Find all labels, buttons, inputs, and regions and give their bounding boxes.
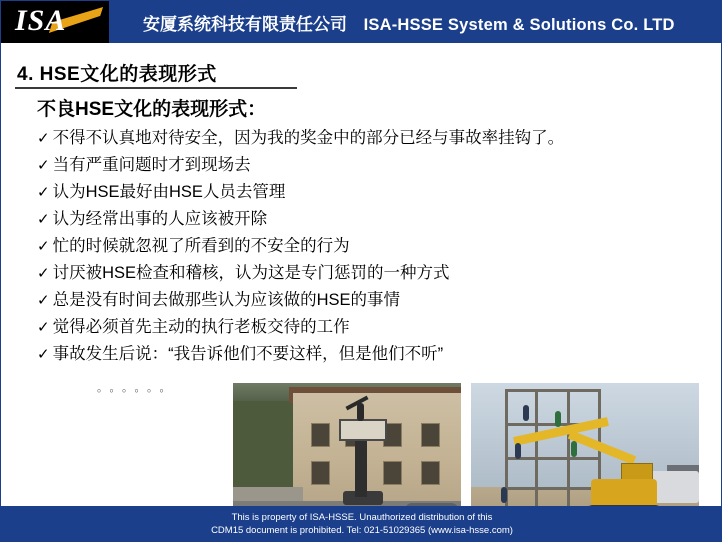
list-item xyxy=(37,314,703,341)
footer-line-2: CDM15 document is prohibited. Tel: 021-51029365 (www.isa-hsse.com) xyxy=(211,525,513,536)
photo-lift-mast xyxy=(355,435,367,497)
photo-worker xyxy=(571,441,577,457)
header-company-name-en: ISA-HSSE System & Solutions Co. LTD xyxy=(363,15,675,34)
bullet-list xyxy=(37,125,703,368)
list-item-label: 认为经常出事的人应该被开除 xyxy=(52,210,268,228)
check-icon: ✓ xyxy=(37,346,50,363)
title-underline xyxy=(15,87,297,89)
photo-worker xyxy=(555,411,561,427)
list-item xyxy=(37,260,703,287)
continuation-dots: 。。。。。。 xyxy=(97,382,178,394)
list-item xyxy=(37,125,703,152)
list-item xyxy=(37,206,703,233)
slide-body xyxy=(1,43,722,542)
photo-worker xyxy=(515,443,521,459)
page-title: 4. HSE文化的表现形式 xyxy=(17,64,217,85)
list-item-label: 当有严重问题时才到现场去 xyxy=(52,156,251,174)
photo-grass xyxy=(233,401,295,497)
photo-window xyxy=(383,461,402,485)
list-item-label: 觉得必须首先主动的执行老板交待的工作 xyxy=(52,318,350,336)
check-icon: ✓ xyxy=(37,292,50,309)
header-company-name-cn: 安厦系统科技有限责任公司 xyxy=(143,14,347,34)
list-item xyxy=(37,152,703,179)
check-icon: ✓ xyxy=(37,184,50,201)
check-icon: ✓ xyxy=(37,130,50,147)
list-item-label: 忙的时候就忽视了所看到的不安全的行为 xyxy=(52,237,350,255)
check-icon: ✓ xyxy=(37,265,50,282)
photo-worker xyxy=(501,487,507,503)
photo-scaffold-rail xyxy=(505,487,601,490)
list-item xyxy=(37,179,703,206)
logo-text: ISA xyxy=(15,4,67,37)
slide-header xyxy=(1,1,722,43)
list-item xyxy=(37,233,703,260)
photo-window xyxy=(421,423,440,447)
photo-window xyxy=(311,461,330,485)
photo-lift-cage xyxy=(339,419,387,441)
section-subtitle: 不良HSE文化的表现形式： xyxy=(37,99,267,120)
list-item-label: 讨厌被HSE检查和稽核，认为这是专门惩罚的一种方式 xyxy=(52,264,450,282)
list-item xyxy=(37,287,703,314)
check-icon: ✓ xyxy=(37,319,50,336)
list-item xyxy=(37,341,703,368)
photo-worker xyxy=(523,405,529,421)
list-item-label: 认为HSE最好由HSE人员去管理 xyxy=(52,183,286,201)
photo-scaffold-post xyxy=(567,389,570,509)
photo-window xyxy=(421,461,440,485)
photo-window xyxy=(311,423,330,447)
photo-excavator-body xyxy=(591,479,657,507)
list-item-label: 总是没有时间去做那些认为应该做的HSE的事情 xyxy=(52,291,401,309)
check-icon: ✓ xyxy=(37,211,50,228)
photo-scaffold-post xyxy=(535,389,538,509)
photo-worker xyxy=(357,403,364,421)
list-item-label: 事故发生后说：“我告诉他们不要这样，但是他们不听” xyxy=(52,345,444,363)
footer-line-1: This is property of ISA-HSSE. Unauthorized distribution of this xyxy=(231,512,493,523)
check-icon: ✓ xyxy=(37,238,50,255)
list-item-label: 不得不认真地对待安全，因为我的奖金中的部分已经与事故率挂钩了。 xyxy=(52,129,565,147)
header-company-title xyxy=(143,10,675,35)
slide-footer xyxy=(1,506,722,542)
check-icon: ✓ xyxy=(37,157,50,174)
company-logo xyxy=(1,1,109,43)
